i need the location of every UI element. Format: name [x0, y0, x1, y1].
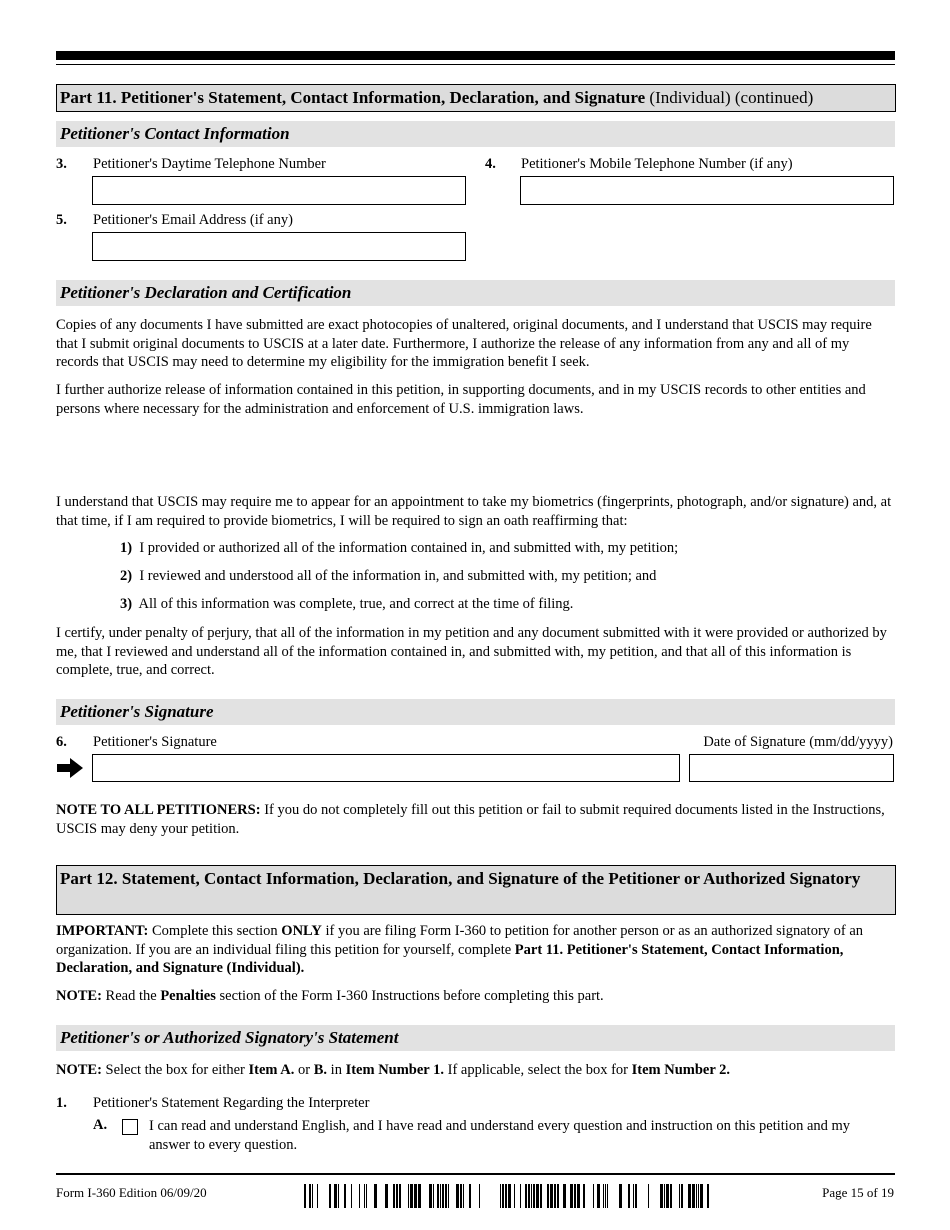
footer-rule — [56, 1173, 895, 1175]
item-a-letter: A. — [93, 1117, 108, 1133]
arrow-right-icon — [57, 758, 83, 778]
part11-header — [56, 84, 896, 112]
item4-number: 4. — [485, 156, 496, 172]
part12-header: Part 12. Statement, Contact Information, Declaration, and Signature of the Petitioner or Authorized Signatory — [56, 865, 896, 915]
declaration-section-header: Petitioner's Declaration and Certification — [56, 280, 895, 306]
statement-note-item-b: B. — [313, 1062, 328, 1078]
note-to-petitioners-text: If you do not completely fill out this petition or fail to submit required documents listed in the Instructions, USCIS may deny your petition. — [56, 802, 885, 837]
daytime-phone-input[interactable] — [92, 176, 466, 205]
part12-note-penalties: Penalties — [160, 988, 216, 1004]
statement-note-text-3: in — [327, 1062, 346, 1078]
declaration-paragraph-2: I further authorize release of information contained in this petition, in supporting documents, and in my USCIS records to other entities and persons where necessary for the administration and enforcement of U.S. immigration laws. — [56, 382, 866, 417]
mobile-phone-label: Petitioner's Mobile Telephone Number (if any) — [521, 156, 793, 172]
statement-note — [56, 1061, 895, 1080]
important-text-1: Complete this section — [148, 923, 282, 939]
statement-note-text-4: If applicable, select the box for — [443, 1062, 632, 1078]
item-a-checkbox[interactable] — [122, 1119, 138, 1135]
signature-input[interactable] — [92, 754, 680, 782]
top-rule-thick — [56, 51, 895, 60]
signature-label: Petitioner's Signature — [93, 734, 217, 750]
oath-item-3-number: 3) — [120, 596, 133, 612]
item3-number: 3. — [56, 156, 67, 172]
important-text-2: if you are filing Form I-360 to petition for another person or as an authorized signatory of an organization. If you are an individual filing this petition for yourself, complete — [56, 923, 864, 958]
statement-note-label: NOTE: — [56, 1062, 102, 1078]
item5-number: 5. — [56, 212, 67, 228]
oath-item-1 — [120, 540, 678, 557]
statement-section-header: Petitioner's or Authorized Signatory's Statement — [56, 1025, 895, 1051]
signature-date-input[interactable] — [689, 754, 894, 782]
part12-note-text-1: Read the — [101, 988, 161, 1004]
oath-item-3-text: All of this information was complete, true, and correct at the time of filing. — [138, 596, 574, 612]
statement-note-text-2: or — [294, 1062, 314, 1078]
mobile-phone-input[interactable] — [520, 176, 894, 205]
oath-item-1-number: 1) — [120, 540, 133, 556]
email-label: Petitioner's Email Address (if any) — [93, 212, 293, 228]
oath-item-3 — [120, 596, 573, 613]
daytime-phone-label: Petitioner's Daytime Telephone Number — [93, 156, 326, 172]
note-to-petitioners — [56, 801, 895, 838]
declaration-paragraph-1: Copies of any documents I have submitted are exact photocopies of unaltered, original documents, and I understand that USCIS may require that I submit original documents to USCIS at a later date. Furthermore, I authorize the release of any information from any and all of my records that USCIS may need to determine my eligibility for the immigration benefit I seek. — [56, 317, 872, 370]
declaration-paragraph-3: I understand that USCIS may require me to appear for an appointment to take my biometrics (fingerprints, photograph, and/or signature) and, at that time, if I am required to provide biometrics, I will be required to sign an oath reaffirming that: — [56, 494, 892, 529]
important-only: ONLY — [281, 923, 322, 939]
important-label: IMPORTANT: — [56, 923, 149, 939]
interpreter-statement-label: Petitioner's Statement Regarding the Interpreter — [93, 1095, 370, 1111]
part11-title-suffix: (Individual) (continued) — [645, 88, 814, 107]
top-rule-thin — [56, 64, 895, 65]
item1-number: 1. — [56, 1095, 67, 1111]
part12-note — [56, 987, 895, 1006]
note-to-petitioners-label: NOTE TO ALL PETITIONERS: — [56, 802, 261, 818]
item-a-text: I can read and understand English, and I have read and understand every question and instruction on this petition and my answer to every question. — [149, 1118, 851, 1153]
part12-note-text-2: section of the Form I-360 Instructions before completing this part. — [215, 988, 604, 1004]
statement-note-text-1: Select the box for either — [101, 1062, 249, 1078]
oath-item-2 — [120, 568, 656, 585]
oath-item-2-number: 2) — [120, 568, 133, 584]
signature-date-label: Date of Signature (mm/dd/yyyy) — [703, 734, 893, 750]
statement-note-item-2: Item Number 2. — [631, 1062, 731, 1078]
item6-number: 6. — [56, 734, 67, 750]
email-input[interactable] — [92, 232, 466, 261]
signature-section-header: Petitioner's Signature — [56, 699, 895, 725]
part12-important — [56, 922, 895, 978]
oath-item-1-text: I provided or authorized all of the information contained in, and submitted with, my petition; — [139, 540, 679, 556]
statement-note-item-1: Item Number 1. — [345, 1062, 444, 1078]
declaration-paragraph-4: I certify, under penalty of perjury, that all of the information in my petition and any document submitted with it were provided or authorized by me, that I reviewed and understand all of the information contained in, and submitted with, my petition, and that all of this information is complete, true, and correct. — [56, 625, 887, 678]
barcode-image — [304, 1184, 712, 1208]
important-part11-ref: Part 11. Petitioner's Statement, Contact Information, Declaration, and Signature (Individual). — [56, 941, 844, 976]
form-edition: Form I-360 Edition 06/09/20 — [56, 1185, 207, 1200]
oath-item-2-text: I reviewed and understood all of the information in, and submitted with, my petition; and — [139, 568, 657, 584]
contact-section-header: Petitioner's Contact Information — [56, 121, 895, 147]
part12-note-label: NOTE: — [56, 988, 102, 1004]
statement-note-item-a: Item A. — [248, 1062, 295, 1078]
part11-title: Part 11. Petitioner's Statement, Contact Information, Declaration, and Signature — [60, 88, 646, 107]
page-number: Page 15 of 19 — [822, 1185, 894, 1200]
